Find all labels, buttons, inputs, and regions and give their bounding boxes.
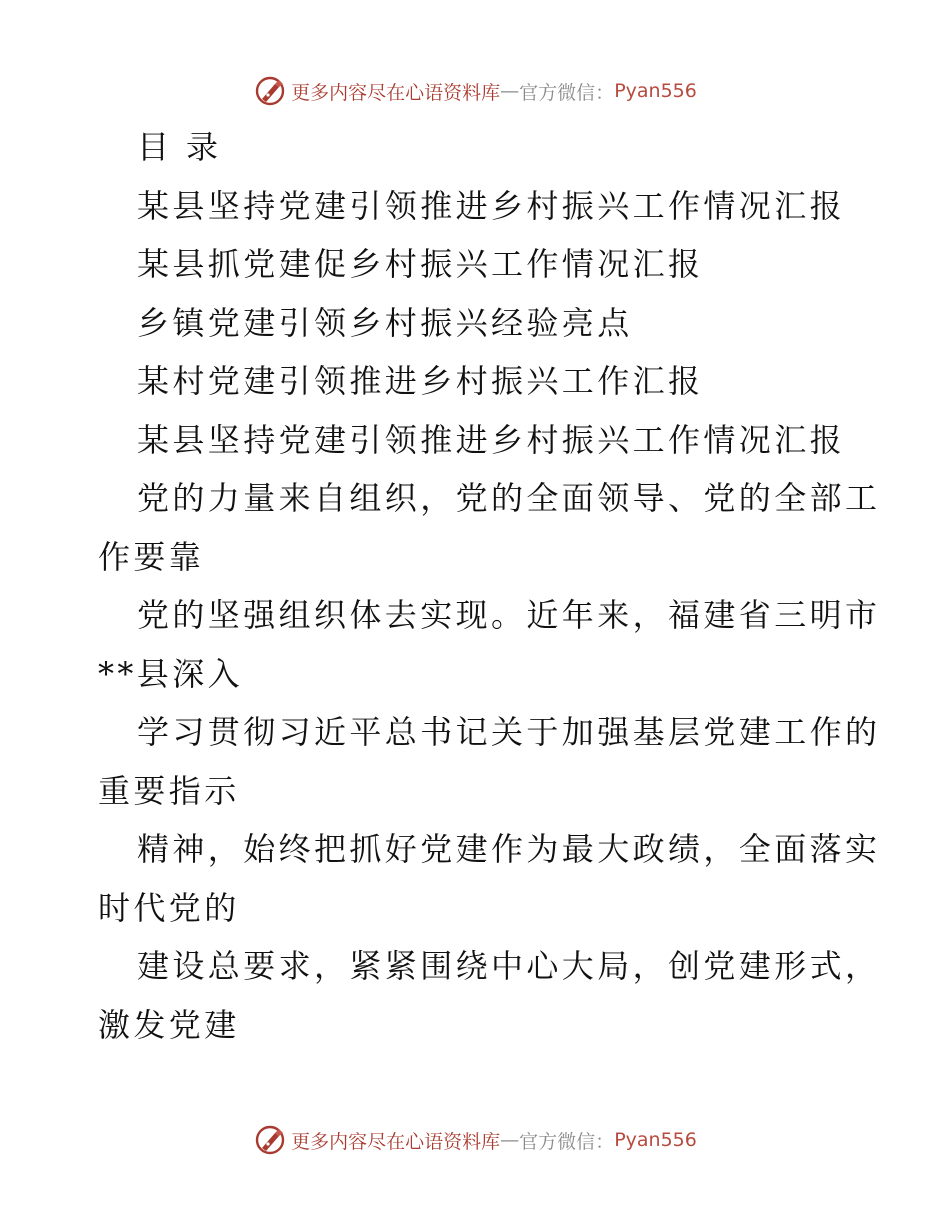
- body-line: 重要指示: [98, 771, 240, 810]
- banner-dash: —: [500, 1129, 520, 1151]
- section-title: 某县坚持党建引领推进乡村振兴工作情况汇报: [137, 420, 846, 459]
- header-banner: [0, 71, 950, 111]
- body-line: **县深入: [98, 654, 244, 693]
- pen-nib-logo-icon: [253, 74, 287, 108]
- body-line: 党的力量来自组织，党的全面领导、党的全部工: [137, 479, 881, 517]
- document-body: [98, 118, 881, 1054]
- banner-dash: —: [500, 80, 520, 102]
- banner-wechat-label: 官方微信：: [519, 81, 615, 104]
- toc-heading: 目 录: [137, 128, 222, 166]
- banner-wechat-id: Pyan556: [614, 1129, 697, 1151]
- banner-brand-text: 更多内容尽在心语资料库: [291, 81, 501, 104]
- banner-wechat-label: 官方微信：: [519, 1130, 615, 1153]
- body-line: 激发党建: [98, 1005, 240, 1044]
- body-line: 建设总要求，紧紧围绕中心大局，创党建形式，: [137, 947, 881, 985]
- pen-nib-logo-icon: [253, 1123, 287, 1157]
- body-line: 学习贯彻习近平总书记关于加强基层党建工作的: [137, 713, 881, 751]
- body-line: 精神，始终把抓好党建作为最大政绩，全面落实: [137, 830, 881, 868]
- body-line: 作要靠: [98, 537, 205, 576]
- toc-item: 某村党建引领推进乡村振兴工作汇报: [137, 362, 704, 400]
- banner-wechat-id: Pyan556: [614, 80, 697, 102]
- toc-item: 某县抓党建促乡村振兴工作情况汇报: [137, 245, 704, 283]
- body-line: 时代党的: [98, 888, 240, 927]
- footer-banner: [0, 1120, 950, 1160]
- body-line: 党的坚强组织体去实现。近年来，福建省三明市: [137, 596, 881, 634]
- banner-brand-text: 更多内容尽在心语资料库: [291, 1130, 501, 1153]
- toc-item: 某县坚持党建引领推进乡村振兴工作情况汇报: [137, 186, 846, 225]
- toc-item: 乡镇党建引领乡村振兴经验亮点: [137, 303, 633, 342]
